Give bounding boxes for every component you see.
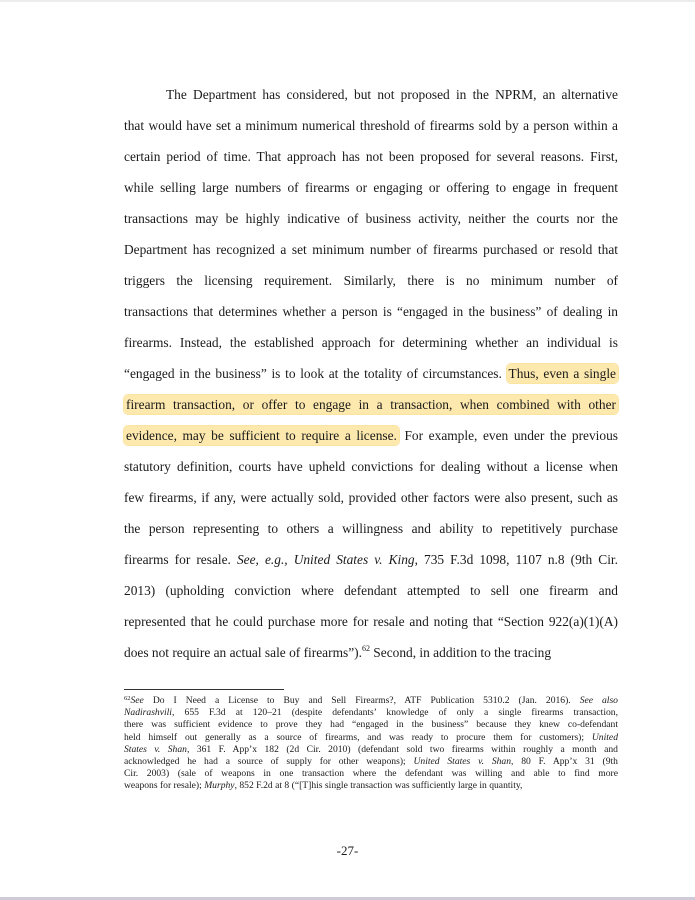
- text-run: Second, in addition to the tracing: [369, 645, 552, 660]
- footnote-line: [124, 780, 618, 792]
- footnote-line: [124, 695, 618, 707]
- footnote-line: [124, 719, 618, 731]
- body-line: [124, 420, 618, 451]
- body-line: while selling large numbers of firearms or engaging or offering to engage in frequent: [124, 180, 618, 195]
- footnote-line: [124, 768, 618, 780]
- citation-italic: See: [130, 695, 144, 706]
- body-line: [124, 544, 618, 575]
- text-run: , 735 F.3d 1098, 1107 n.8 (9th Cir.: [414, 552, 618, 567]
- text-run: does not require an actual sale of firearms”).: [124, 645, 362, 660]
- body-line: the person representing to others a willingness and ability to repetitively purchase: [124, 521, 618, 536]
- body-line: [124, 389, 618, 420]
- citation-italic: United States v. Shan: [413, 756, 512, 768]
- highlighted-text: evidence, may be sufficient to require a license.: [126, 428, 397, 443]
- text-run: , 80 F. App’x 31 (9th: [511, 756, 618, 768]
- case-citation: See, e.g., United States v. King: [236, 552, 415, 567]
- text-run: acknowledged he had a source of supply for other weapons);: [124, 756, 414, 768]
- text-run: firearms for resale.: [124, 552, 237, 567]
- footnote-line: [124, 744, 618, 756]
- body-line: [124, 637, 618, 668]
- footnote-separator: [124, 689, 284, 690]
- body-line: transactions may be highly indicative of business activity, neither the courts nor the: [124, 211, 618, 226]
- body-line: firearms. Instead, the established approach for determining whether an individual is: [124, 335, 618, 350]
- body-line: certain period of time. That approach has not been proposed for several reasons. First,: [124, 149, 618, 164]
- footnote-line: [124, 707, 618, 719]
- body-line: Department has recognized a set minimum number of firearms purchased or resold that: [124, 242, 618, 257]
- footnote-62: [124, 695, 618, 793]
- footnote-line: [124, 756, 618, 768]
- footnote-line: [124, 732, 618, 744]
- body-line: few firearms, if any, were actually sold, provided other factors were also present, such as: [124, 490, 618, 505]
- body-line: triggers the licensing requirement. Similarly, there is no minimum number of: [124, 273, 618, 288]
- text-run: Cir. 2003) (sale of weapons in one transaction where the defendant was willing and able to find more: [124, 768, 618, 780]
- highlighted-text: firearm transaction, or offer to engage in a transaction, when combined with other: [126, 397, 616, 412]
- citation-italic: Murphy: [204, 780, 235, 792]
- footnote-reference: 62: [361, 644, 370, 653]
- top-border: [0, 0, 695, 2]
- citation-italic: United: [591, 731, 618, 743]
- text-run: Do I Need a License to Buy and Sell Firearms?, ATF Publication 5310.2 (Jan. 2016).: [143, 695, 580, 706]
- text-run: weapons for resale);: [124, 780, 205, 792]
- page-number: -27-: [336, 843, 359, 858]
- body-line: 2013) (upholding conviction where defendant attempted to sell one firearm and: [124, 583, 618, 598]
- citation-italic: See also: [579, 695, 618, 706]
- text-run: held himself out generally as a source of firearms, and was ready to procure them for customers);: [124, 731, 592, 743]
- text-run: “engaged in the business” is to look at the totality of circumstances.: [124, 366, 507, 381]
- body-line: represented that he could purchase more for resale and noting that “Section 922(a)(1)(A): [124, 614, 618, 629]
- text-run: , 655 F.3d at 120–21 (despite defendants’ knowledge of only a single firearms transaction,: [171, 707, 618, 719]
- body-line: The Department has considered, but not proposed in the NPRM, an alternative: [166, 87, 618, 102]
- text-run: For example, even under the previous: [398, 428, 618, 443]
- body-paragraph: [124, 79, 618, 668]
- text-run: there was sufficient evidence to prove they had “engaged in the business” because they knew co-defendant: [124, 719, 618, 731]
- highlighted-text: Thus, even a single: [508, 366, 616, 381]
- body-line: [124, 358, 618, 389]
- body-line: transactions that determines whether a person is “engaged in the business” of dealing in: [124, 304, 618, 319]
- body-line: statutory definition, courts have upheld convictions for dealing without a license when: [124, 459, 618, 474]
- footnote-number: 62: [124, 695, 131, 702]
- text-run: , 852 F.2d at 8 (“[T]his single transaction was sufficiently large in quantity,: [234, 780, 523, 792]
- text-run: , 361 F. App’x 182 (2d Cir. 2010) (defendant sold two firearms within roughly a month and: [186, 743, 618, 755]
- citation-italic: States v. Shan: [124, 743, 187, 755]
- body-line: that would have set a minimum numerical threshold of firearms sold by a person within a: [124, 118, 618, 133]
- citation-italic: Nadirashvili: [124, 707, 172, 719]
